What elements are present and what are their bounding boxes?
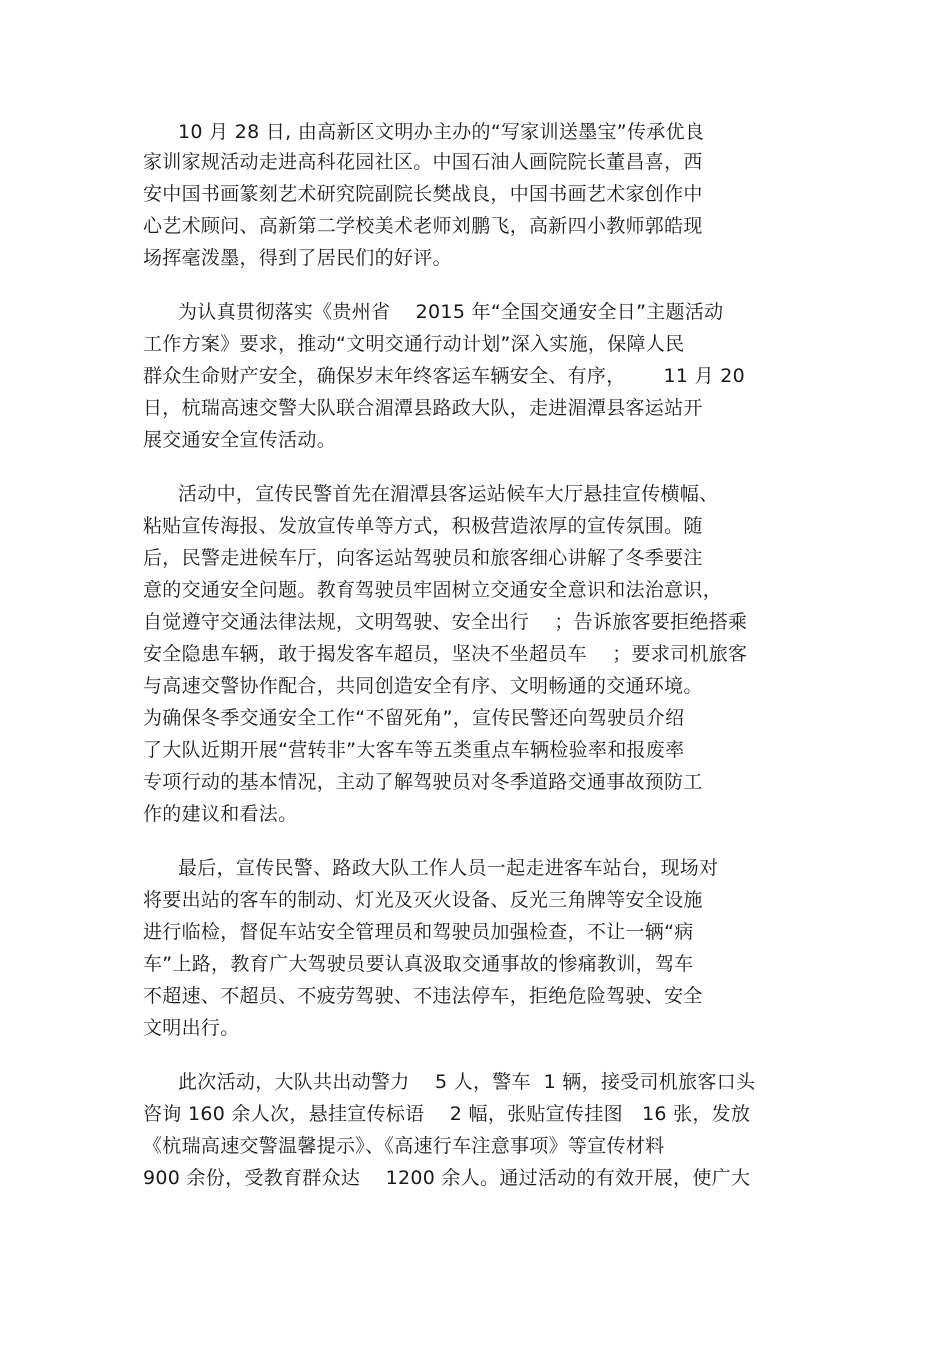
text-line: 日，杭瑞高速交警大队联合湄潭县路政大队，走进湄潭县客运站开 — [143, 397, 703, 419]
text-line: 心艺术顾问、高新第二学校美术老师刘鹏飞，高新四小教师郭皓现 — [143, 215, 703, 237]
text-line: 安中国书画篆刻艺术研究院副院长樊战良，中国书画艺术家创作中 — [143, 183, 703, 205]
text-line: 活动中，宣传民警首先在湄潭县客运站候车大厅悬挂宣传横幅、 — [178, 483, 719, 505]
text-line: 场挥毫泼墨，得到了居民们的好评。 — [143, 247, 452, 269]
text-line: 900 余份，受教育群众达 1200 余人。通过活动的有效开展，使广大 — [143, 1167, 751, 1189]
text-line: 群众生命财产安全，确保岁末年终客运车辆安全、有序， 11 月 20 — [143, 365, 746, 387]
text-line: 《杭瑞高速交警温馨提示》、《高速行车注意事项》等宣传材料 — [143, 1135, 665, 1157]
text-line: 后，民警走进候车厅，向客运站驾驶员和旅客细心讲解了冬季要注 — [143, 547, 703, 569]
text-line: 为认真贯彻落实《贵州省 2015 年“全国交通安全日”主题活动 — [178, 301, 724, 323]
text-line: 与高速交警协作配合，共同创造安全有序、文明畅通的交通环境。 — [143, 675, 703, 697]
text-line: 进行临检，督促车站安全管理员和驾驶员加强检查，不让一辆“病 — [143, 921, 694, 943]
text-line: 作的建议和看法。 — [143, 803, 298, 825]
text-line: 自觉遵守交通法律法规，文明驾驶、安全出行 ；告诉旅客要拒绝搭乘 — [143, 611, 748, 633]
text-line: 此次活动，大队共出动警力 5 人，警车 1 辆，接受司机旅客口头 — [178, 1071, 756, 1093]
text-line: 展交通安全宣传活动。 — [143, 429, 337, 451]
text-line: 专项行动的基本情况，主动了解驾驶员对冬季道路交通事故预防工 — [143, 771, 703, 793]
text-line: 家训家规活动走进高科花园社区。中国石油人画院院长董昌喜，西 — [143, 151, 703, 173]
text-line: 不超速、不超员、不疲劳驾驶、不违法停车，拒绝危险驾驶、安全 — [143, 985, 703, 1007]
text-line: 了大队近期开展“营转非”大客车等五类重点车辆检验率和报废率 — [143, 739, 685, 761]
text-line: 10 月 28 日, 由高新区文明办主办的“写家训送墨宝”传承优良 — [178, 121, 705, 143]
text-line: 安全隐患车辆，敢于揭发客车超员，坚决不坐超员车 ；要求司机旅客 — [143, 643, 748, 665]
text-line: 文明出行。 — [143, 1017, 240, 1039]
text-line: 最后，宣传民警、路政大队工作人员一起走进客车站台，现场对 — [178, 857, 719, 879]
text-line: 工作方案》要求，推动“文明交通行动计划”深入实施，保障人民 — [143, 333, 685, 355]
text-line: 车”上路，教育广大驾驶员要认真汲取交通事故的惨痛教训，驾车 — [143, 953, 694, 975]
text-line: 粘贴宣传海报、发放宣传单等方式，积极营造浓厚的宣传氛围。随 — [143, 515, 703, 537]
text-line: 咨询 160 余人次，悬挂宣传标语 2 幅，张贴宣传挂图 16 张，发放 — [143, 1103, 751, 1125]
text-line: 意的交通安全问题。教育驾驶员牢固树立交通安全意识和法治意识， — [143, 579, 723, 601]
text-line: 为确保冬季交通安全工作“不留死角”，宣传民警还向驾驶员介绍 — [143, 707, 685, 729]
text-line: 将要出站的客车的制动、灯光及灭火设备、反光三角牌等安全设施 — [143, 889, 703, 911]
